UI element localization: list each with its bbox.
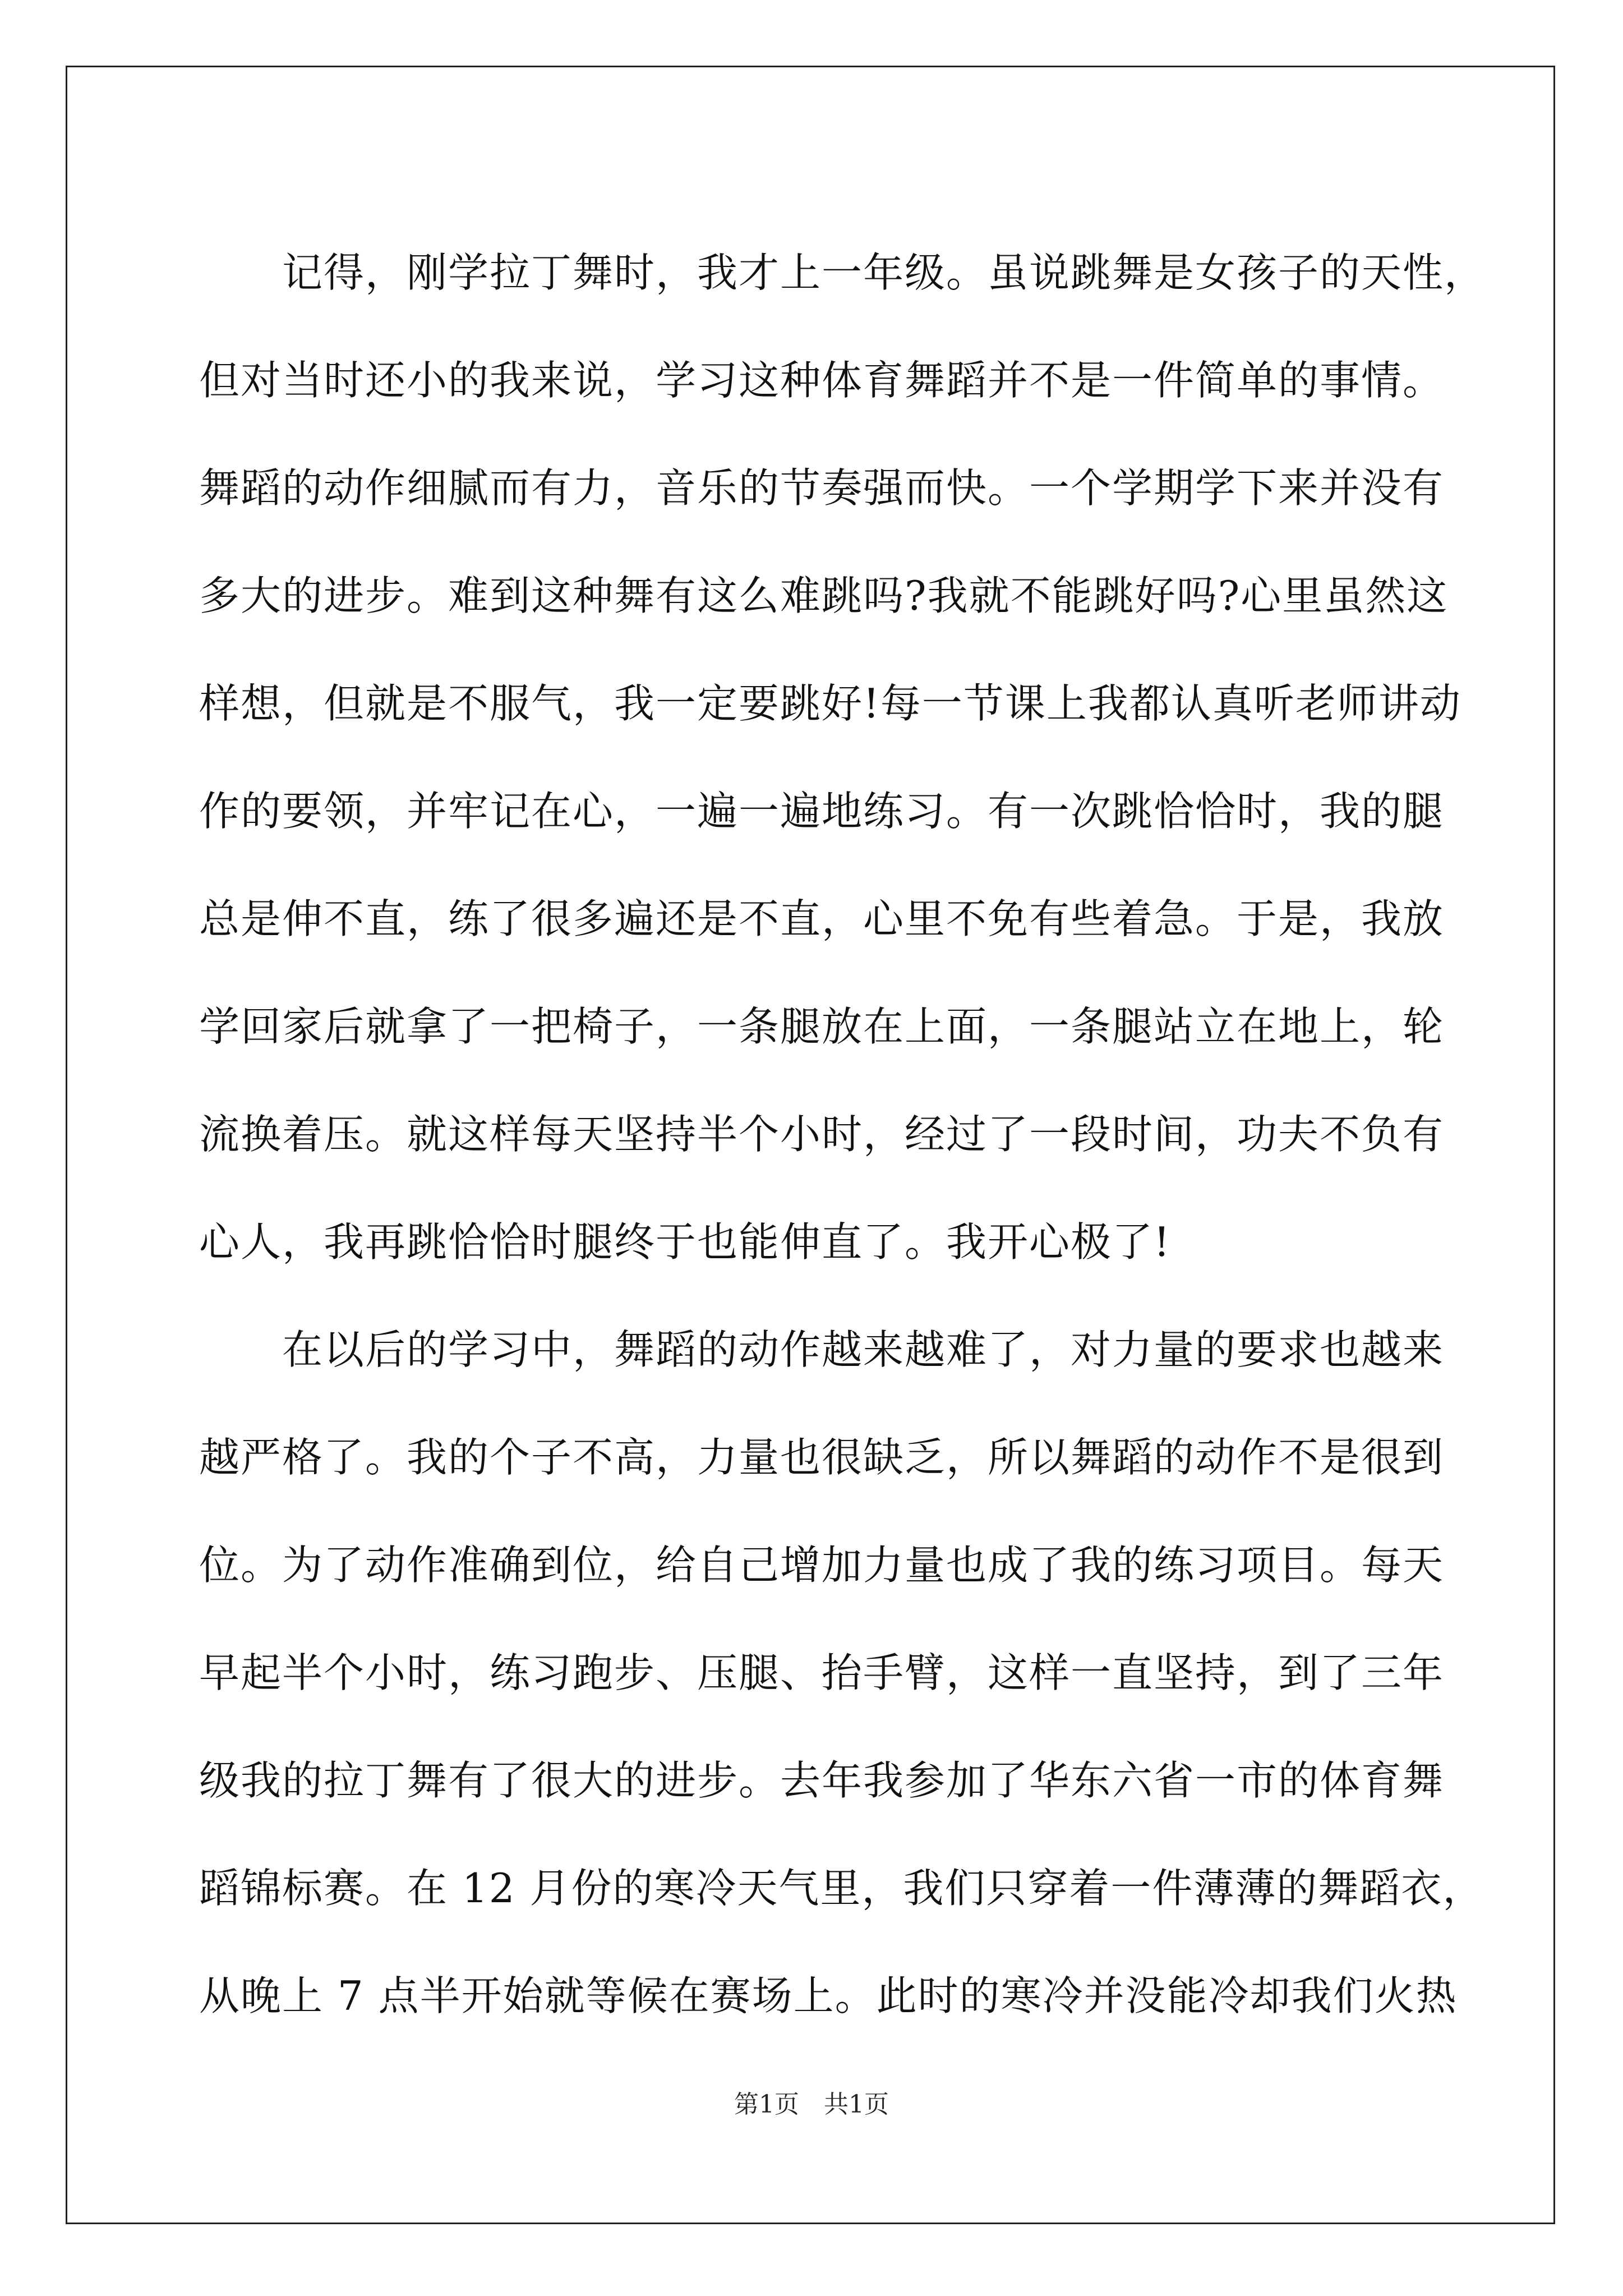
body-line-16: 蹈锦标赛。在 12 月份的寒冷天气里，我们只穿着一件薄薄的舞蹈衣，: [199, 1865, 1484, 1912]
body-line-17: 从晚上 7 点半开始就等候在赛场上。此时的寒冷并没能冷却我们火热: [199, 1972, 1458, 2019]
body-line-15: 级我的拉丁舞有了很大的进步。去年我参加了华东六省一市的体育舞: [199, 1757, 1445, 1804]
body-line-4: 多大的进步。难到这种舞有这么难跳吗?我就不能跳好吗?心里虽然这: [199, 572, 1449, 619]
body-line-12: 越严格了。我的个子不高，力量也很缺乏，所以舞蹈的动作不是很到: [199, 1434, 1445, 1481]
page-number-footer: 第1页 共1页: [734, 2090, 889, 2119]
body-line-7: 总是伸不直，练了很多遍还是不直，心里不免有些着急。于是，我放: [199, 895, 1445, 942]
document-body: [199, 219, 1486, 2050]
body-line-11: 在以后的学习中，舞蹈的动作越来越难了，对力量的要求也越来: [199, 1326, 1445, 1373]
body-line-14: 早起半个小时，练习跑步、压腿、抬手臂，这样一直坚持，到了三年: [199, 1649, 1445, 1696]
body-line-2: 但对当时还小的我来说，学习这种体育舞蹈并不是一件简单的事情。: [199, 357, 1445, 404]
body-line-3: 舞蹈的动作细腻而有力，音乐的节奏强而快。一个学期学下来并没有: [199, 464, 1445, 512]
body-line-1: 记得，刚学拉丁舞时，我才上一年级。虽说跳舞是女孩子的天性，: [199, 249, 1486, 296]
body-line-8: 学回家后就拿了一把椅子，一条腿放在上面，一条腿站立在地上，轮: [199, 1003, 1445, 1050]
body-line-5: 样想，但就是不服气，我一定要跳好!每一节课上我都认真听老师讲动: [199, 680, 1461, 727]
body-line-10: 心人，我再跳恰恰时腿终于也能伸直了。我开心极了!: [199, 1218, 1171, 1266]
body-line-9: 流换着压。就这样每天坚持半个小时，经过了一段时间，功夫不负有: [199, 1111, 1445, 1158]
body-line-13: 位。为了动作准确到位，给自己增加力量也成了我的练习项目。每天: [199, 1542, 1445, 1589]
body-line-6: 作的要领，并牢记在心，一遍一遍地练习。有一次跳恰恰时，我的腿: [199, 788, 1445, 835]
